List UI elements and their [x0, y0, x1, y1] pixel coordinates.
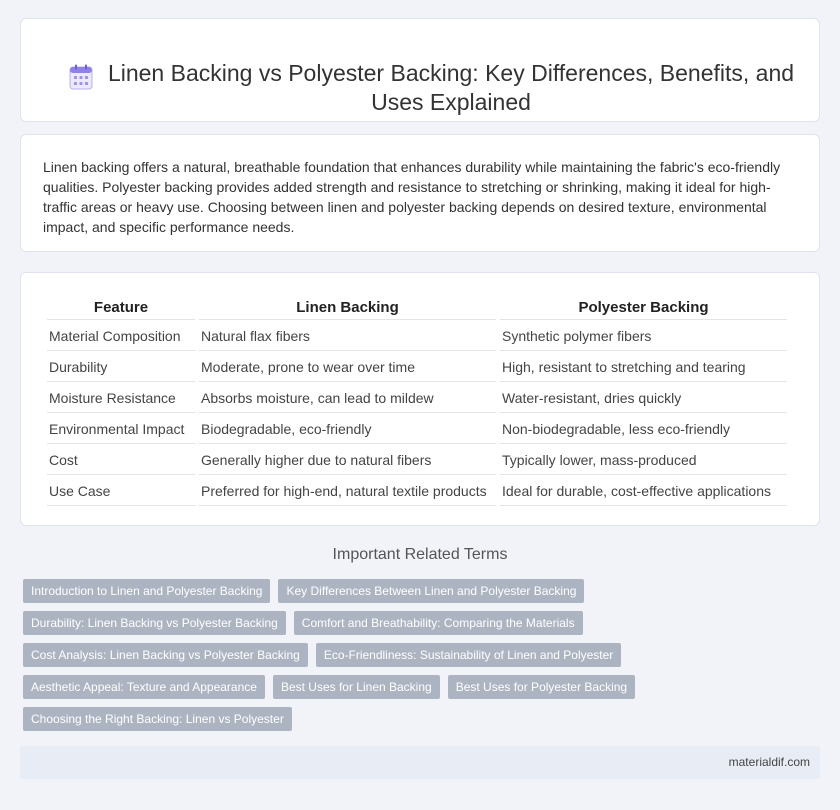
column-header-polyester: Polyester Backing: [500, 296, 787, 320]
feature-cell: Moisture Resistance: [47, 384, 195, 413]
feature-cell: Use Case: [47, 477, 195, 506]
linen-cell: Biodegradable, eco-friendly: [199, 415, 496, 444]
related-term-tag[interactable]: Comfort and Breathability: Comparing the Materials: [294, 611, 583, 635]
intro-paragraph: Linen backing offers a natural, breathable foundation that enhances durability while maintaining the fabric's eco-friendly qualities. Polyester backing provides added strength and resistance to stretching or shrinking, making it ideal for high-traffic areas or heavy use. Choosing between linen and polyester backing depends on desired texture, environmental impact, and specific performance needs.: [43, 159, 781, 235]
title-card: [20, 18, 820, 122]
footer-site-link[interactable]: materialdif.com: [728, 755, 810, 769]
column-header-linen: Linen Backing: [199, 296, 496, 320]
linen-cell: Preferred for high-end, natural textile products: [199, 477, 496, 506]
table-row: [47, 415, 787, 444]
table-row: [47, 446, 787, 475]
feature-cell: Cost: [47, 446, 195, 475]
related-term-tag[interactable]: Durability: Linen Backing vs Polyester Backing: [23, 611, 286, 635]
linen-cell: Moderate, prone to wear over time: [199, 353, 496, 382]
related-term-tag[interactable]: Cost Analysis: Linen Backing vs Polyester Backing: [23, 643, 308, 667]
linen-cell: Natural flax fibers: [199, 322, 496, 351]
linen-cell: Generally higher due to natural fibers: [199, 446, 496, 475]
feature-cell: Environmental Impact: [47, 415, 195, 444]
intro-card: [20, 134, 820, 252]
footer: [20, 746, 820, 779]
calendar-icon: [69, 64, 93, 90]
table-row: [47, 477, 787, 506]
polyester-cell: Typically lower, mass-produced: [500, 446, 787, 475]
related-term-tag[interactable]: Choosing the Right Backing: Linen vs Polyester: [23, 707, 292, 731]
feature-cell: Material Composition: [47, 322, 195, 351]
table-row: [47, 353, 787, 382]
feature-cell: Durability: [47, 353, 195, 382]
polyester-cell: High, resistant to stretching and tearing: [500, 353, 787, 382]
related-terms-title: Important Related Terms: [332, 546, 508, 563]
related-term-tag[interactable]: Introduction to Linen and Polyester Backing: [23, 579, 270, 603]
comparison-table-card: [20, 272, 820, 526]
related-term-tag[interactable]: Best Uses for Linen Backing: [273, 675, 440, 699]
related-term-tag[interactable]: Eco-Friendliness: Sustainability of Linen and Polyester: [316, 643, 622, 667]
table-row: [47, 384, 787, 413]
table-header-row: [47, 296, 787, 320]
tag-row: [23, 707, 823, 731]
related-term-tag[interactable]: Aesthetic Appeal: Texture and Appearance: [23, 675, 265, 699]
table-row: [47, 322, 787, 351]
related-term-tag[interactable]: Best Uses for Polyester Backing: [448, 675, 635, 699]
tag-row: [23, 579, 823, 603]
tag-row: [23, 611, 823, 635]
related-term-tag[interactable]: Key Differences Between Linen and Polyester Backing: [278, 579, 584, 603]
tag-row: [23, 643, 823, 667]
polyester-cell: Water-resistant, dries quickly: [500, 384, 787, 413]
polyester-cell: Ideal for durable, cost-effective applications: [500, 477, 787, 506]
comparison-table: [43, 294, 791, 508]
tag-row: [23, 675, 823, 699]
column-header-feature: Feature: [47, 296, 195, 320]
page-title: Linen Backing vs Polyester Backing: Key Differences, Benefits, and Uses Explained: [107, 60, 795, 115]
linen-cell: Absorbs moisture, can lead to mildew: [199, 384, 496, 413]
polyester-cell: Synthetic polymer fibers: [500, 322, 787, 351]
polyester-cell: Non-biodegradable, less eco-friendly: [500, 415, 787, 444]
related-terms-tags: [23, 579, 823, 739]
